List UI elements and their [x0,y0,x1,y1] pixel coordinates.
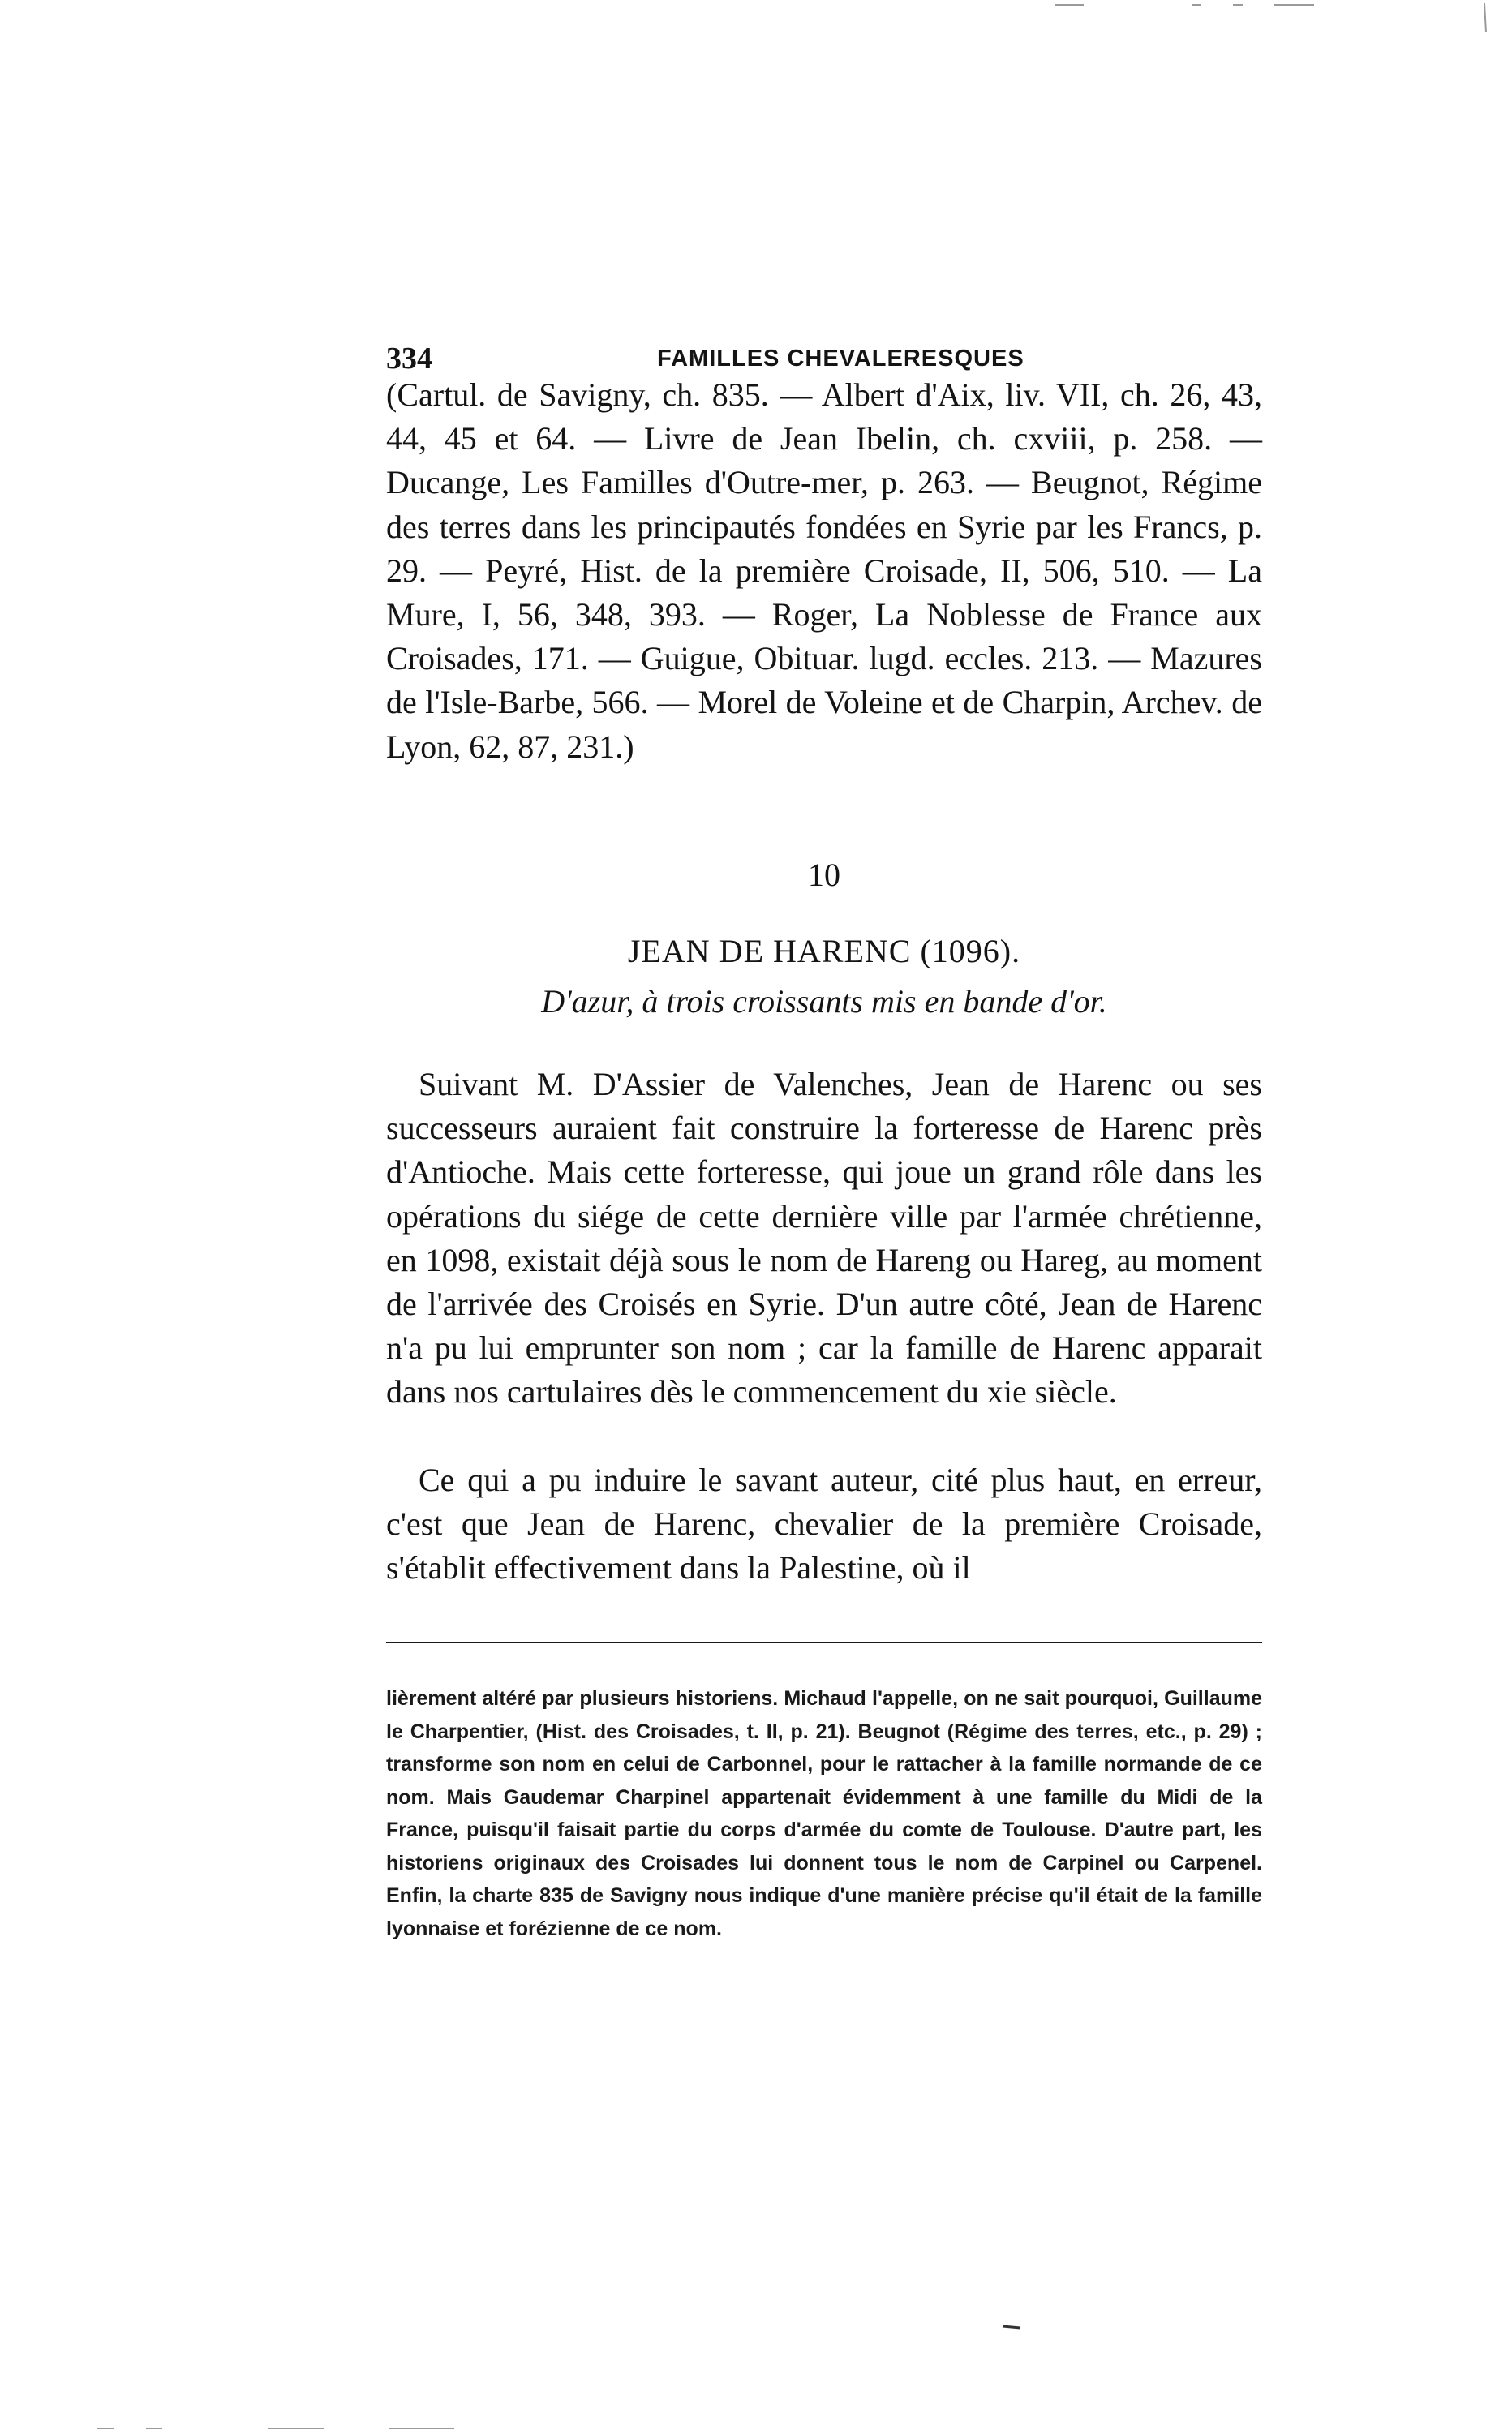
references-paragraph: (Cartul. de Savigny, ch. 835. — Albert d'Aix, liv. VII, ch. 26, 43, 44, 45 et 64. — Livre de Jean Ibelin, ch. cxviii, p. 258. — Ducange, Les Familles d'Outre-mer, p. 263. — Beugnot, Régime des terres dans les principautés fondées en Syrie par les Francs, p. 29. — Peyré, Hist. de la première Croisade, II, 506, 510. — La Mure, I, 56, 348, 393. — Roger, La Noblesse de France aux Croisades, 171. — Guigue, Obituar. lugd. eccles. 213. — Mazures de l'Isle-Barbe, 566. — Morel de Voleine et de Charpin, Archev. de Lyon, 62, 87, 231.) [386,376,1262,765]
body-paragraph-1: Suivant M. D'Assier de Valenches, Jean de Harenc ou ses successeurs auraient fait construire la forteresse de Harenc près d'Antioche. Mais cette forteresse, qui joue un grand rôle dans les opérations du siége de cette dernière ville par l'armée chrétienne, en 1098, existait déjà sous le nom de Hareng ou Hareg, au moment de l'arrivée des Croisés en Syrie. D'un autre côté, Jean de Harenc n'a pu lui emprunter son nom ; car la famille de Harenc apparait dans nos cartulaires dès le commencement du xie siècle. [386,1066,1262,1411]
running-title: FAMILLES CHEVALERESQUES [657,346,1024,371]
scan-mark [1003,2326,1020,2328]
body-paragraph-2: Ce qui a pu induire le savant auteur, cité plus haut, en erreur, c'est que Jean de Harenc, chevalier de la première Croisade, s'établit effectivement dans la Palestine, où il [386,1462,1262,1587]
section-title: JEAN DE HARENC (1096). [627,933,1021,969]
section-blazon: D'azur, à trois croissants mis en bande d'or. [541,983,1107,1020]
section-number: 10 [808,857,840,893]
scan-mark [1484,3,1486,32]
footnote-text: lièrement altéré par plusieurs historiens. Michaud l'appelle, on ne sait pourquoi, Guillaume le Charpentier, (Hist. des Croisades, t. II, p. 21). Beugnot (Régime des terres, etc., p. 29) ; transforme son nom en celui de Carbonnel, pour le rattacher à la famille normande de ce nom. Mais Gaudemar Charpinel appartenait évidemment à une famille du Midi de la France, puisqu'il faisait partie du corps d'armée du comte de Toulouse. D'autre part, les historiens originaux des Croisades lui donnent tous le nom de Carpinel ou Carpenel. Enfin, la charte 835 de Savigny nous indique d'une manière précise qu'il était de la famille lyonnaise et forézienne de ce nom. [386,1687,1262,1940]
page-number: 334 [386,341,432,376]
